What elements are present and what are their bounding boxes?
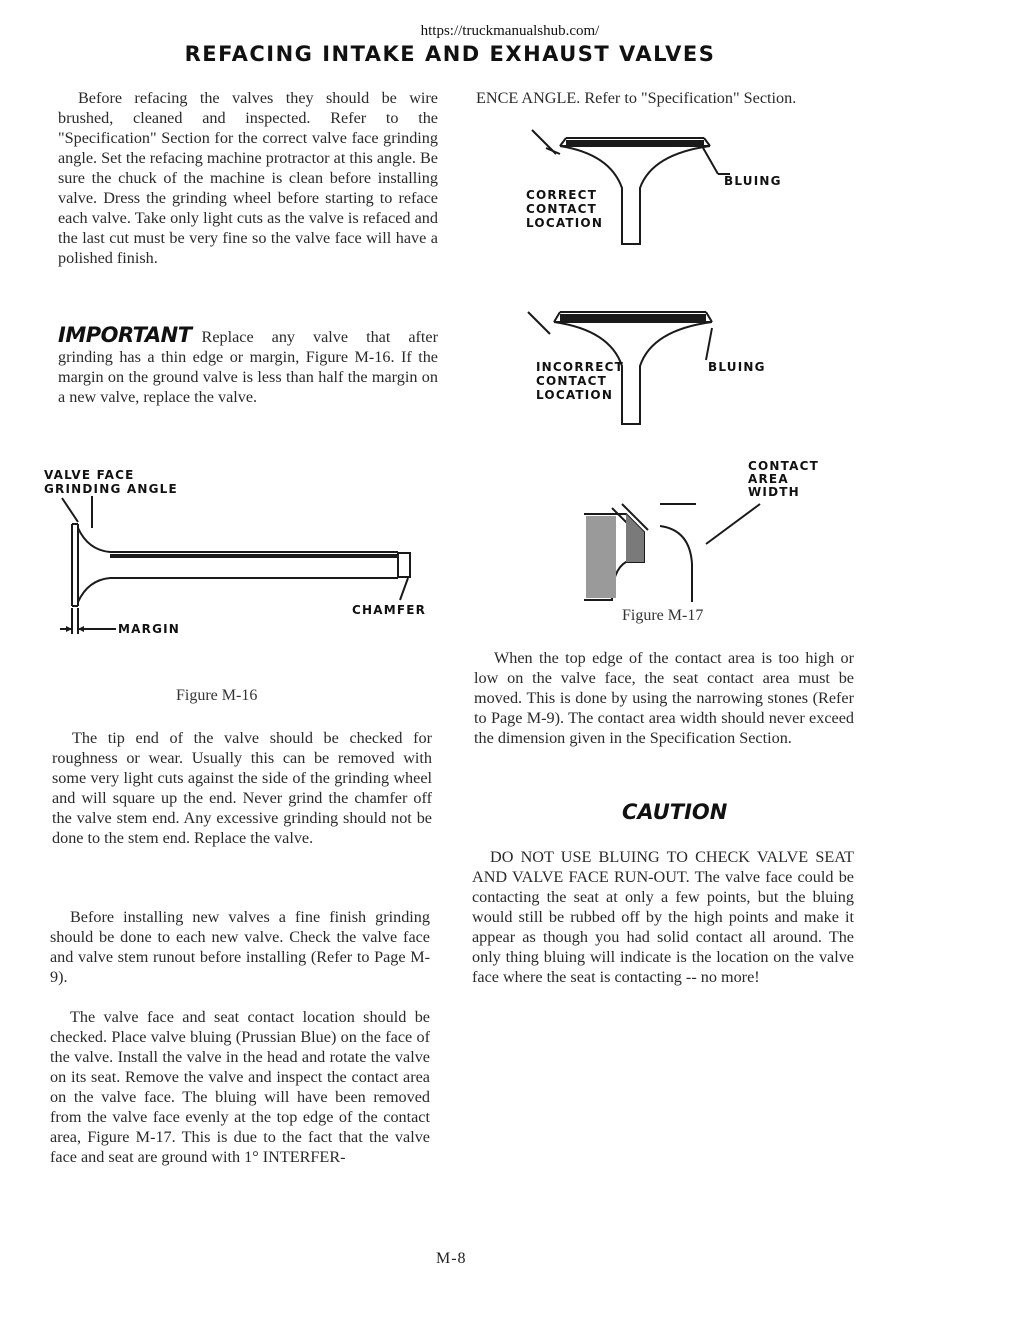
caution-heading: CAUTION <box>622 800 728 824</box>
label-incorrect-line3: LOCATION <box>536 388 614 402</box>
page-number: M-8 <box>436 1250 467 1267</box>
label-correct-line3: LOCATION <box>526 216 604 230</box>
paragraph-tip-end: The tip end of the valve should be checked for roughness or wear. Usually this can be removed with some very light cuts against the side of the grinding wheel and will square up the end. Never grind the chamfer off the valve stem end. Any excessive grinding should not be done to the stem end. Replace the valve. <box>52 729 432 847</box>
label-bluing-correct: BLUING <box>724 174 782 188</box>
label-correct-line2: CONTACT <box>526 202 597 216</box>
paragraph-contact-location: The valve face and seat contact location should be checked. Place valve bluing (Prussian Blue) on the face of the valve. Install the valve in the head and rotate the valve on its seat. Remove the valve and inspect the contact area on the valve face. The bluing will have been removed from the valve face evenly at the top edge of the contact area, Figure M-17. This is due to the fact that the valve face and seat are ground with 1° INTERFER- <box>50 1008 430 1166</box>
label-contact-width-line2: AREA <box>748 472 789 486</box>
label-valve-face-line2: GRINDING ANGLE <box>44 482 178 496</box>
paragraph-continued: ENCE ANGLE. Refer to "Specification" Section. <box>476 89 797 107</box>
label-margin: MARGIN <box>118 622 181 636</box>
paragraph-refacing: Before refacing the valves they should be wire brushed, cleaned and inspected. Refer to the "Specification" Section for the correct valve face grinding angle. Set the refacing machine protractor at this angle. Be sure the chuck of the machine is clean before installing valve. Dress the grinding wheel before starting to reface each valve. Take only light cuts as the valve is refaced and the last cut must be very fine so the valve face will have a polished finish. <box>58 89 438 267</box>
label-valve-face-line1: VALVE FACE <box>44 468 135 482</box>
figure-m17-caption: Figure M-17 <box>622 607 704 624</box>
paragraph-move-contact: When the top edge of the contact area is too high or low on the valve face, the seat contact area must be moved. This is done by using the narrowing stones (Refer to Page M-9). The contact area width should never exceed the dimension given in the Specification Section. <box>474 649 854 747</box>
label-incorrect-line1: INCORRECT <box>536 360 624 374</box>
label-contact-width-line3: WIDTH <box>748 485 800 499</box>
important-heading: IMPORTANT <box>58 323 192 347</box>
paragraph-fine-finish: Before installing new valves a fine finish grinding should be done to each new valve. Check the valve face and valve stem runout before installing (Refer to Page M-9). <box>50 908 430 986</box>
label-correct-line1: CORRECT <box>526 188 598 202</box>
label-incorrect-line2: CONTACT <box>536 374 607 388</box>
important-text: Replace any valve that after grinding has a thin edge or margin, Figure M-16. If the margin on the ground valve is less than half the margin on a new valve, replace the valve. <box>58 328 438 406</box>
label-contact-width-line1: CONTACT <box>748 459 819 473</box>
label-chamfer: CHAMFER <box>352 603 427 617</box>
page-title: REFACING INTAKE AND EXHAUST VALVES <box>184 42 716 66</box>
source-url: https://truckmanualshub.com/ <box>420 23 600 39</box>
figure-m16-caption: Figure M-16 <box>176 687 258 704</box>
label-bluing-incorrect: BLUING <box>708 360 766 374</box>
paragraph-caution: DO NOT USE BLUING TO CHECK VALVE SEAT AND VALVE FACE RUN-OUT. The valve face could be contacting the seat at only a few points, but the bluing would still be rubbed off by the high points and make it appear as though you had solid contact all around. The only thing bluing will indicate is the location on the valve face where the seat is contacting -- no more! <box>472 848 854 986</box>
